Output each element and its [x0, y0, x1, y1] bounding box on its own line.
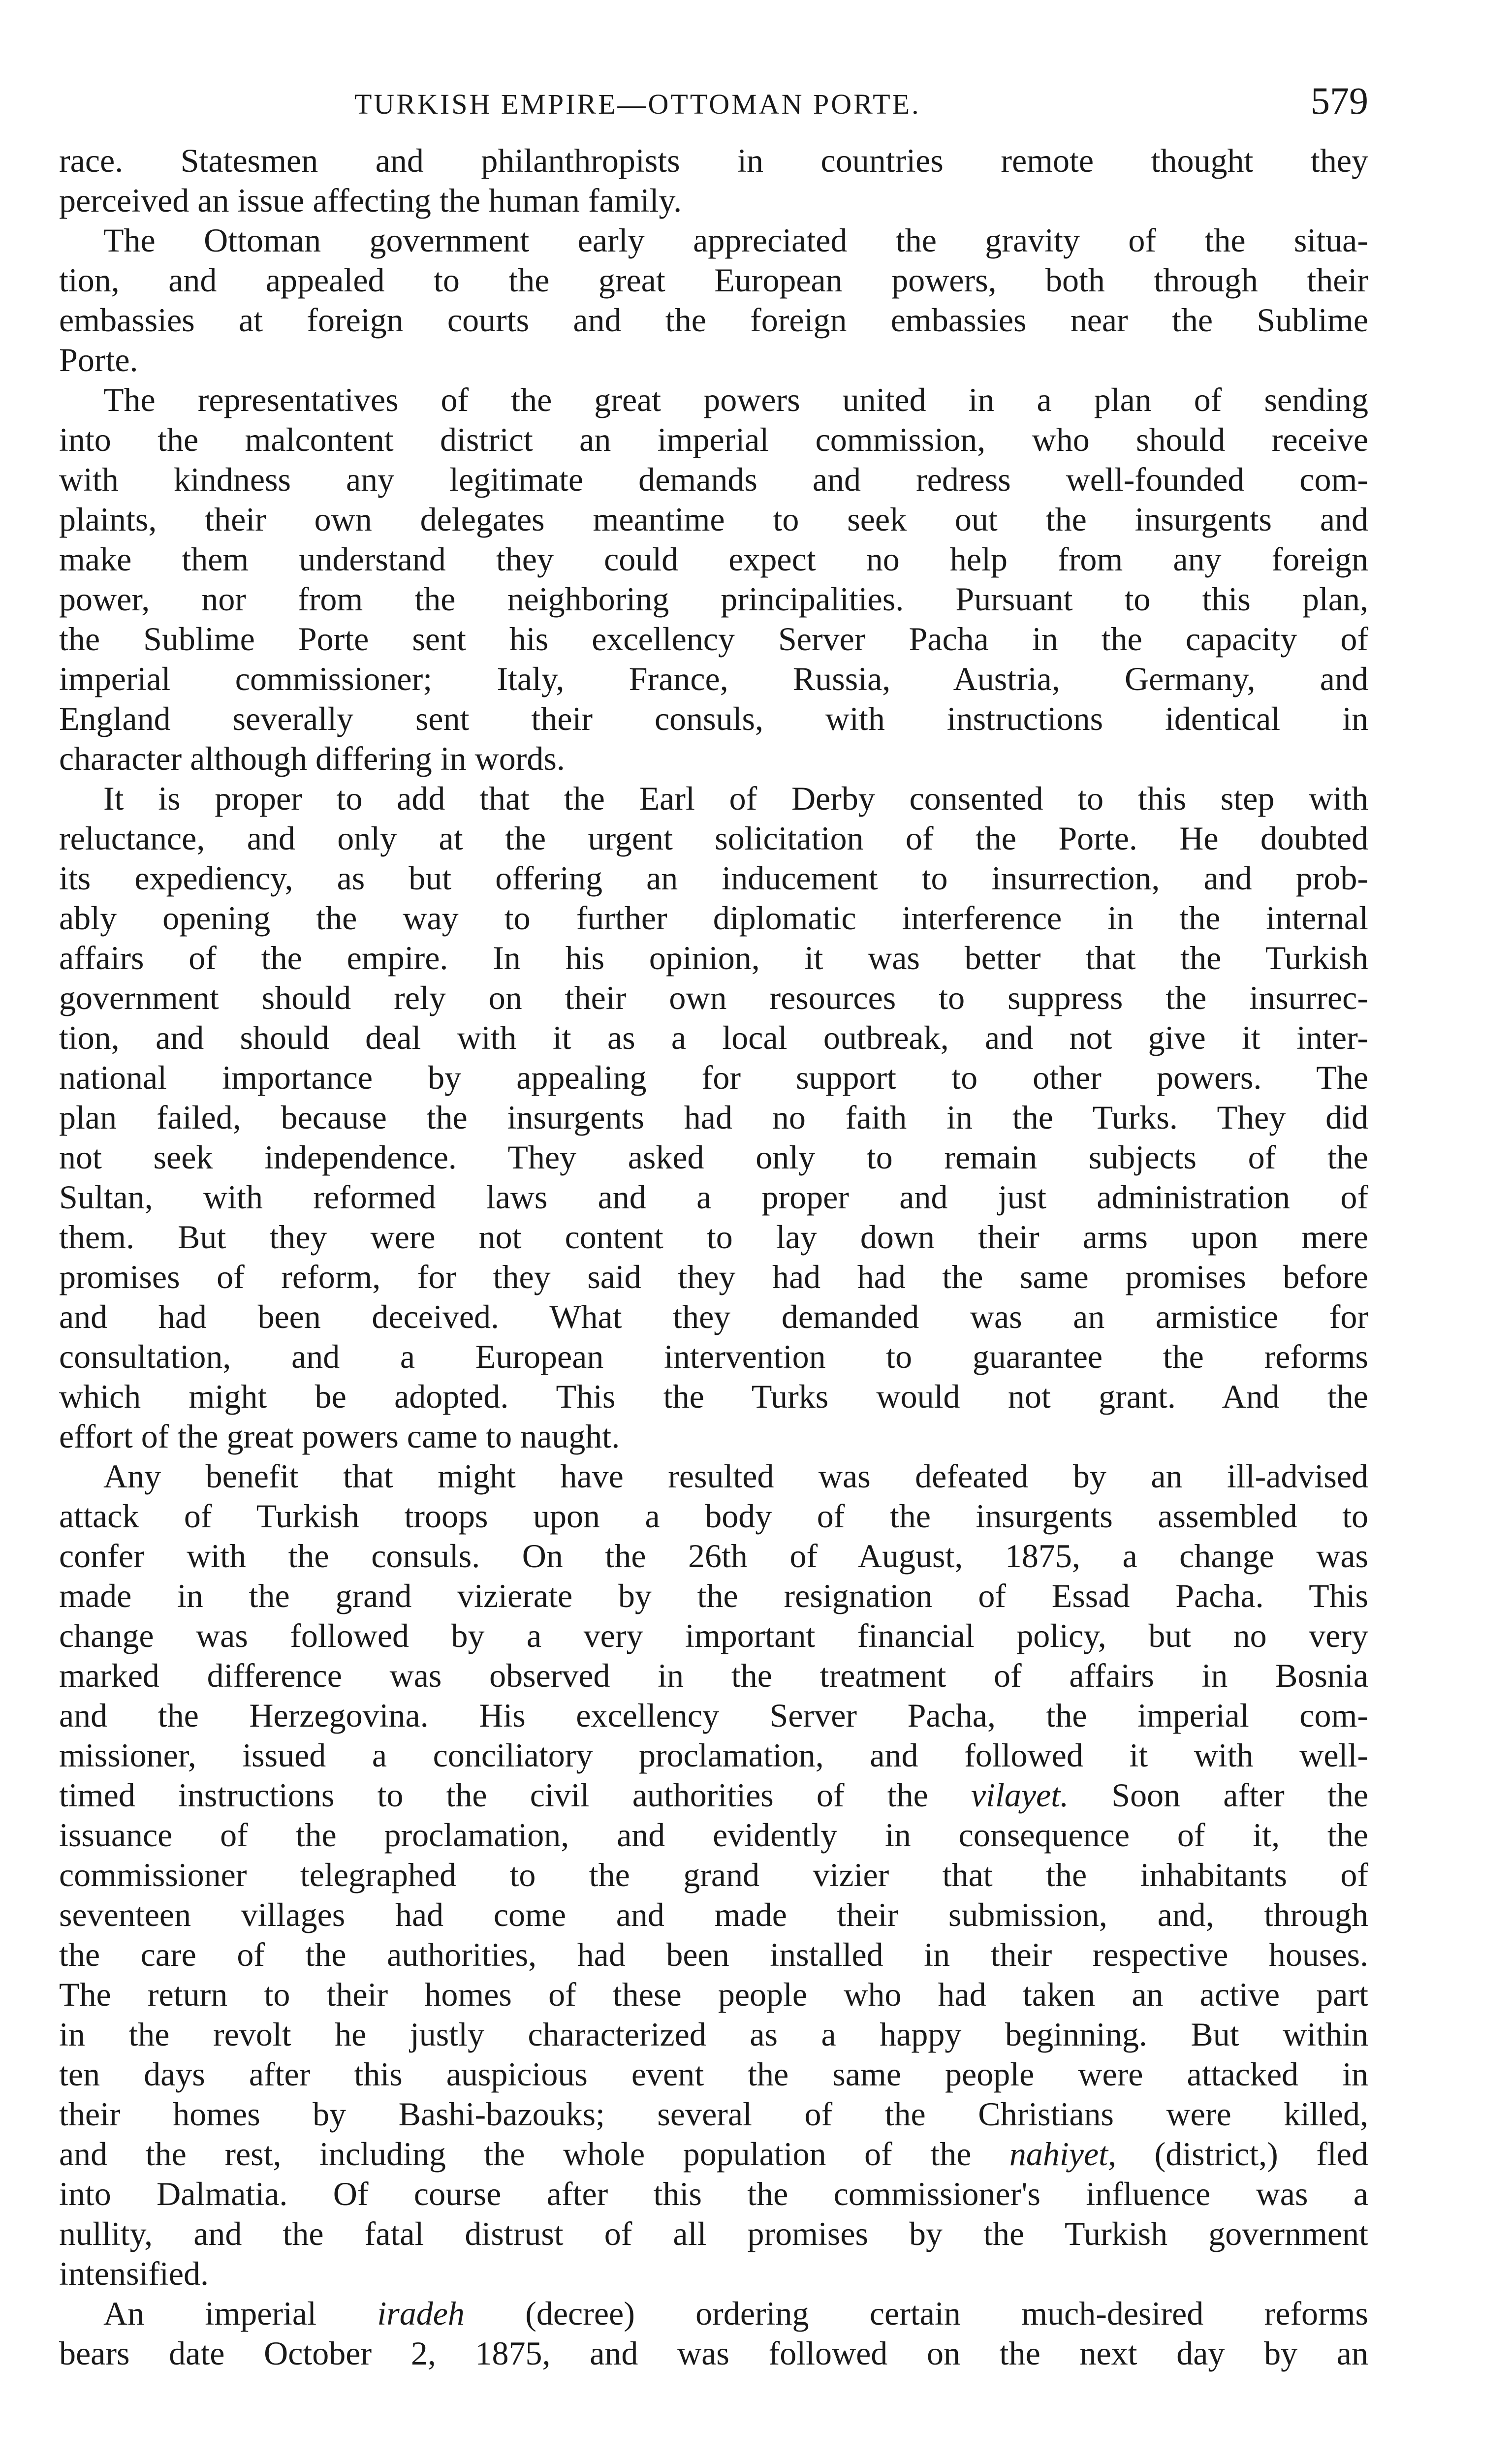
italic-term-nahiyet: nahiyet,	[1009, 2135, 1117, 2173]
text-line: imperial commissioner; Italy, France, Russia, Austria, Germany, and	[59, 660, 1368, 697]
text-line: make them understand they could expect no help from any foreign	[59, 540, 1368, 578]
text-line: national importance by appealing for support to other powers. The	[59, 1059, 1368, 1096]
text-line: Porte.	[59, 341, 138, 379]
text-line: their homes by Bashi-bazouks; several of the Christians were killed,	[59, 2095, 1368, 2133]
italic-term-iradeh: iradeh	[377, 2295, 465, 2332]
text-line: them. But they were not content to lay down their arms upon mere	[59, 1218, 1368, 1256]
text-line	[59, 2134, 1368, 2174]
paragraph-4	[59, 779, 1368, 1456]
text-line: and had been deceived. What they demanded was an armistice for	[59, 1298, 1368, 1335]
text-line: bears date October 2, 1875, and was followed on the next day by an	[59, 2335, 1368, 2372]
text-line: confer with the consuls. On the 26th of August, 1875, a change was	[59, 1537, 1368, 1575]
paragraph-2	[59, 221, 1368, 380]
text-line: The Ottoman government early appreciated the gravity of the situa-	[103, 221, 1368, 259]
paragraph-1	[59, 141, 1368, 221]
text-line: nullity, and the fatal distrust of all promises by the Turkish government	[59, 2215, 1368, 2252]
text-line: issuance of the proclamation, and evidently in consequence of it, the	[59, 1816, 1368, 1854]
text-line: into the malcontent district an imperial commission, who should receive	[59, 421, 1368, 458]
text-line: into Dalmatia. Of course after this the commissioner's influence was a	[59, 2175, 1368, 2212]
text-line: intensified.	[59, 2255, 209, 2292]
text-line: consultation, and a European intervention to guarantee the reforms	[59, 1338, 1368, 1375]
text-run: An imperial	[103, 2295, 317, 2332]
text-line: effort of the great powers came to naught.	[59, 1418, 620, 1455]
text-line: attack of Turkish troops upon a body of the insurgents assembled to	[59, 1497, 1368, 1535]
text-run: timed instructions to the civil authorities of the	[59, 1776, 928, 1814]
text-line: affairs of the empire. In his opinion, it was better that the Turkish	[59, 939, 1368, 977]
text-line: reluctance, and only at the urgent solicitation of the Porte. He doubted	[59, 820, 1368, 857]
text-line: missioner, issued a conciliatory proclamation, and followed it with well-	[59, 1736, 1368, 1774]
text-run: Soon after the	[1069, 1776, 1368, 1814]
paragraph-3	[59, 380, 1368, 779]
text-line: plaints, their own delegates meantime to seek out the insurgents and	[59, 501, 1368, 538]
text-line: power, nor from the neighboring principalities. Pursuant to this plan,	[59, 580, 1368, 618]
text-line: The return to their homes of these people who had taken an active part	[59, 1976, 1368, 2013]
paragraph-5	[59, 1456, 1368, 2294]
text-line: and the Herzegovina. His excellency Server Pacha, the imperial com-	[59, 1697, 1368, 1734]
text-line: race. Statesmen and philanthropists in countries remote thought they	[59, 142, 1368, 179]
text-line: change was followed by a very important financial policy, but no very	[59, 1617, 1368, 1654]
text-line: the care of the authorities, had been installed in their respective houses.	[59, 1936, 1368, 1973]
text-line: Any benefit that might have resulted was defeated by an ill-advised	[103, 1457, 1368, 1495]
text-line: Sultan, with reformed laws and a proper and just administration of	[59, 1178, 1368, 1216]
text-line: government should rely on their own resources to suppress the insurrec-	[59, 979, 1368, 1016]
text-line: ten days after this auspicious event the same people were attacked in	[59, 2055, 1368, 2093]
text-line: with kindness any legitimate demands and redress well-founded com-	[59, 461, 1368, 498]
text-line: England severally sent their consuls, with instructions identical in	[59, 700, 1368, 737]
running-head-title: TURKISH EMPIRE—OTTOMAN PORTE.	[354, 88, 921, 120]
text-line	[59, 2294, 1368, 2334]
text-line: commissioner telegraphed to the grand vizier that the inhabitants of	[59, 1856, 1368, 1893]
text-line: the Sublime Porte sent his excellency Server Pacha in the capacity of	[59, 620, 1368, 658]
text-line: character although differing in words.	[59, 740, 565, 777]
text-line: its expediency, as but offering an inducement to insurrection, and prob-	[59, 859, 1368, 897]
text-run: and the rest, including the whole population of the	[59, 2135, 972, 2173]
text-line: The representatives of the great powers united in a plan of sending	[103, 381, 1368, 418]
text-line: promises of reform, for they said they had had the same promises before	[59, 1258, 1368, 1295]
text-line: not seek independence. They asked only to remain subjects of the	[59, 1138, 1368, 1176]
text-line: marked difference was observed in the treatment of affairs in Bosnia	[59, 1657, 1368, 1694]
text-line: seventeen villages had come and made their submission, and, through	[59, 1896, 1368, 1933]
italic-term-vilayet: vilayet.	[971, 1776, 1069, 1814]
document-page	[59, 79, 1368, 2373]
running-head	[59, 79, 1368, 138]
text-line: tion, and appealed to the great European powers, both through their	[59, 261, 1368, 299]
text-line: which might be adopted. This the Turks would not grant. And the	[59, 1378, 1368, 1415]
text-line: plan failed, because the insurgents had no faith in the Turks. They did	[59, 1099, 1368, 1136]
text-line: embassies at foreign courts and the foreign embassies near the Sublime	[59, 301, 1368, 339]
body-text	[59, 141, 1368, 2373]
text-run: (decree) ordering certain much-desired reforms	[464, 2295, 1369, 2332]
text-line: tion, and should deal with it as a local outbreak, and not give it inter-	[59, 1019, 1368, 1056]
paragraph-6	[59, 2294, 1368, 2373]
text-line: in the revolt he justly characterized as a happy beginning. But within	[59, 2016, 1368, 2053]
text-line: ably opening the way to further diplomatic interference in the internal	[59, 899, 1368, 937]
text-line: made in the grand vizierate by the resignation of Essad Pacha. This	[59, 1577, 1368, 1614]
text-line: It is proper to add that the Earl of Derby consented to this step with	[103, 780, 1368, 817]
page-number: 579	[1311, 79, 1368, 122]
text-line: perceived an issue affecting the human family.	[59, 182, 682, 219]
text-run: (district,) fled	[1116, 2135, 1368, 2173]
text-line	[59, 1775, 1368, 1815]
